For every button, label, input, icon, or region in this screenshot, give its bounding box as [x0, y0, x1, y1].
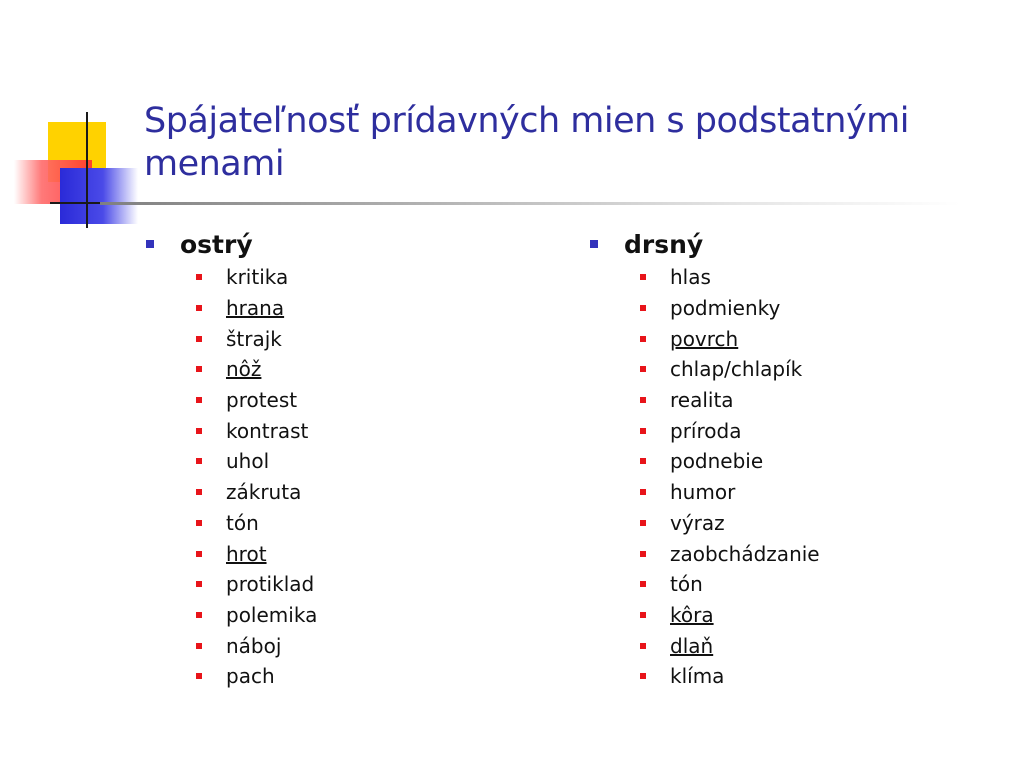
- sub-bullet-icon: [640, 673, 646, 679]
- list-item: [196, 508, 317, 539]
- sub-bullet-icon: [196, 305, 202, 311]
- list-item: [196, 385, 317, 416]
- sub-bullet-icon: [196, 520, 202, 526]
- list-item: [196, 600, 317, 631]
- sub-bullet-icon: [196, 366, 202, 372]
- sub-bullet-icon: [640, 520, 646, 526]
- sub-bullet-icon: [196, 336, 202, 342]
- sub-bullet-icon: [640, 643, 646, 649]
- list-item-link[interactable]: dlaň: [670, 633, 714, 658]
- list-item: [640, 569, 820, 600]
- list-item-text: chlap/chlapík: [670, 357, 803, 382]
- list-item-text: pach: [226, 664, 275, 689]
- list-item: [640, 661, 820, 692]
- list-item-text: tón: [670, 572, 703, 597]
- list-item-text: protiklad: [226, 572, 315, 597]
- vertical-line-decoration: [86, 112, 88, 228]
- noun-list: [196, 262, 317, 692]
- list-item-text: výraz: [670, 510, 725, 535]
- sub-bullet-icon: [640, 458, 646, 464]
- sub-bullet-icon: [640, 274, 646, 280]
- list-item: [196, 323, 317, 354]
- list-item: [640, 538, 820, 569]
- column-drsny: [590, 226, 820, 692]
- sub-bullet-icon: [196, 274, 202, 280]
- column-heading-row: [146, 226, 317, 262]
- sub-bullet-icon: [640, 581, 646, 587]
- list-item-text: realita: [670, 388, 734, 413]
- list-item-text: kontrast: [226, 418, 309, 443]
- list-item-text: zákruta: [226, 480, 302, 505]
- sub-bullet-icon: [640, 336, 646, 342]
- main-bullet-icon: [146, 240, 154, 248]
- list-item: [196, 415, 317, 446]
- list-item-text: humor: [670, 480, 736, 505]
- sub-bullet-icon: [196, 489, 202, 495]
- list-item-link[interactable]: nôž: [226, 357, 262, 382]
- list-item: [640, 600, 820, 631]
- list-item-text: hlas: [670, 265, 711, 290]
- noun-list: [640, 262, 820, 692]
- list-item: [196, 477, 317, 508]
- list-item: [196, 446, 317, 477]
- list-item-link[interactable]: povrch: [670, 326, 739, 351]
- list-item: [196, 354, 317, 385]
- list-item-text: kritika: [226, 265, 289, 290]
- list-item: [640, 293, 820, 324]
- list-item: [640, 385, 820, 416]
- blue-square-decoration: [60, 168, 138, 224]
- sub-bullet-icon: [640, 428, 646, 434]
- list-item: [640, 262, 820, 293]
- list-item: [196, 538, 317, 569]
- column-heading: drsný: [624, 229, 704, 259]
- sub-bullet-icon: [196, 643, 202, 649]
- sub-bullet-icon: [196, 458, 202, 464]
- column-ostry: [146, 226, 317, 692]
- list-item-link[interactable]: kôra: [670, 602, 714, 627]
- sub-bullet-icon: [640, 612, 646, 618]
- sub-bullet-icon: [640, 305, 646, 311]
- main-bullet-icon: [590, 240, 598, 248]
- sub-bullet-icon: [640, 397, 646, 403]
- list-item-link[interactable]: hrana: [226, 296, 285, 321]
- sub-bullet-icon: [196, 612, 202, 618]
- list-item: [640, 508, 820, 539]
- title-rule: [100, 202, 960, 205]
- sub-bullet-icon: [640, 551, 646, 557]
- list-item-text: štrajk: [226, 326, 282, 351]
- list-item-link[interactable]: hrot: [226, 541, 267, 566]
- list-item-text: podnebie: [670, 449, 764, 474]
- list-item-text: protest: [226, 388, 298, 413]
- sub-bullet-icon: [196, 397, 202, 403]
- list-item: [640, 446, 820, 477]
- column-heading-row: [590, 226, 820, 262]
- list-item: [196, 630, 317, 661]
- list-item-text: podmienky: [670, 296, 781, 321]
- list-item-text: uhol: [226, 449, 270, 474]
- list-item: [196, 569, 317, 600]
- sub-bullet-icon: [196, 428, 202, 434]
- sub-bullet-icon: [640, 366, 646, 372]
- sub-bullet-icon: [196, 551, 202, 557]
- list-item-text: tón: [226, 510, 259, 535]
- list-item: [196, 293, 317, 324]
- slide-title: Spájateľnosť prídavných mien s podstatnými menami: [144, 101, 909, 184]
- sub-bullet-icon: [196, 673, 202, 679]
- list-item: [640, 630, 820, 661]
- list-item: [640, 323, 820, 354]
- list-item-text: náboj: [226, 633, 282, 658]
- sub-bullet-icon: [196, 581, 202, 587]
- list-item: [640, 415, 820, 446]
- list-item: [640, 477, 820, 508]
- column-heading: ostrý: [180, 229, 253, 259]
- list-item-text: príroda: [670, 418, 742, 443]
- list-item-text: zaobchádzanie: [670, 541, 820, 566]
- list-item: [196, 661, 317, 692]
- list-item-text: klíma: [670, 664, 725, 689]
- sub-bullet-icon: [640, 489, 646, 495]
- list-item-text: polemika: [226, 602, 318, 627]
- list-item: [640, 354, 820, 385]
- list-item: [196, 262, 317, 293]
